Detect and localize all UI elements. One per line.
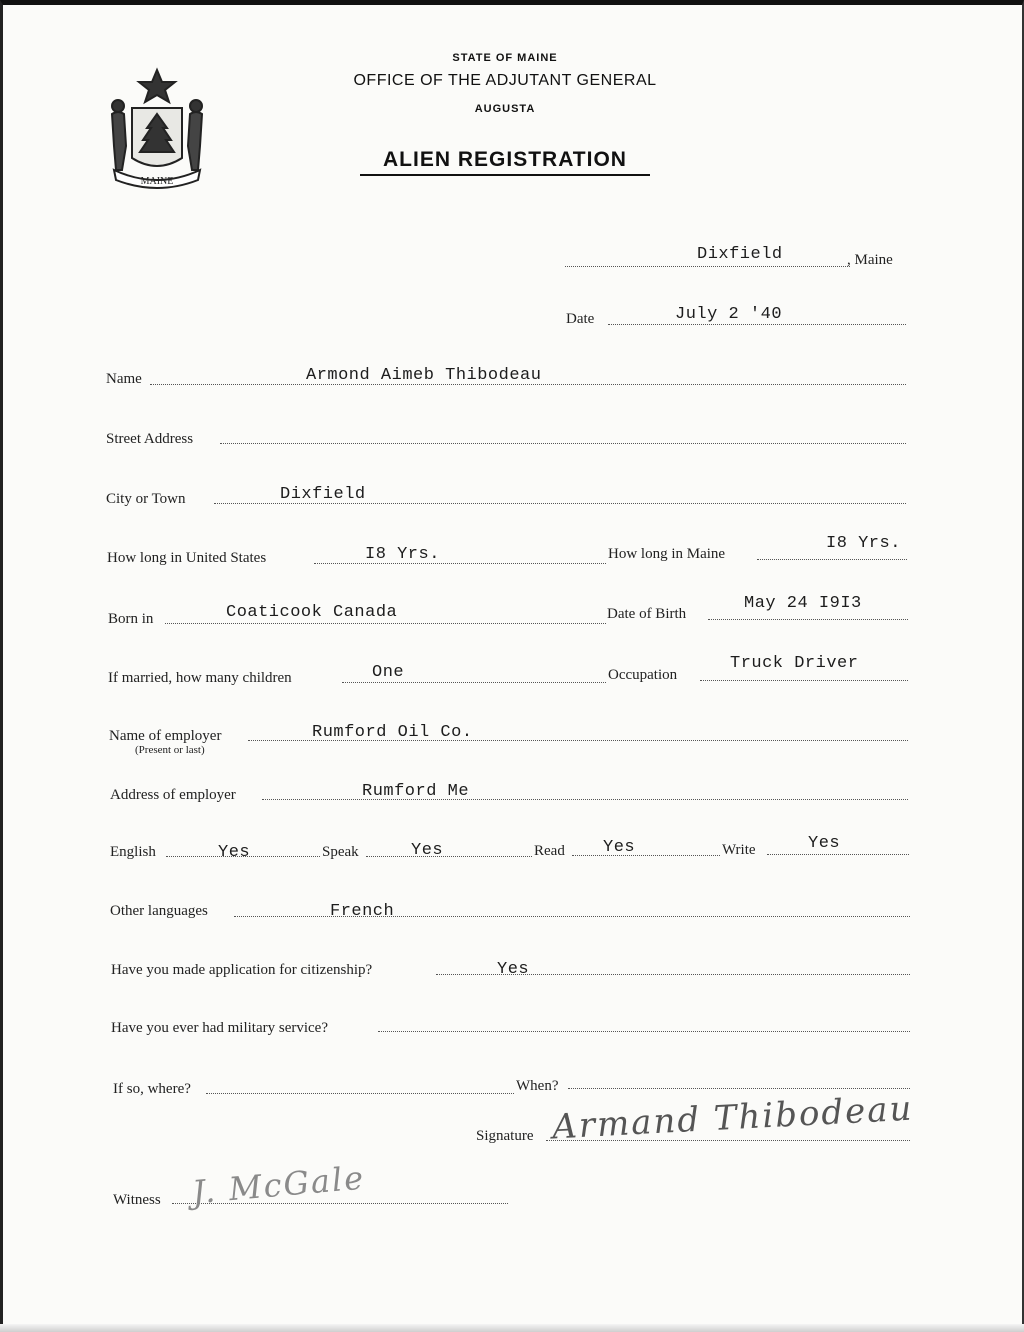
employer-address-label: Address of employer <box>110 787 236 803</box>
when-label: When? <box>516 1078 559 1094</box>
scan-edge <box>0 1324 1024 1332</box>
write-label: Write <box>722 842 756 858</box>
street-label: Street Address <box>106 431 194 447</box>
born-in-value: Coaticook Canada <box>226 603 398 622</box>
occupation-label: Occupation <box>608 667 678 683</box>
place-suffix: , Maine <box>847 252 893 268</box>
maine-state-seal-icon <box>102 66 212 190</box>
witness-value: J. McGale <box>190 1158 367 1212</box>
date-label: Date <box>566 311 595 327</box>
english-value: Yes <box>218 843 251 862</box>
maine-time-label: How long in Maine <box>608 546 726 562</box>
where-label: If so, where? <box>113 1081 191 1097</box>
other-languages-label: Other languages <box>110 903 208 919</box>
seal-text: MAINE <box>140 176 174 187</box>
city-value: Dixfield <box>280 485 366 504</box>
employer-label: Name of employer <box>109 728 222 744</box>
header-city: AUGUSTA <box>474 103 536 115</box>
employer-sublabel: (Present or last) <box>135 744 205 756</box>
citizenship-value: Yes <box>497 960 530 979</box>
dob-label: Date of Birth <box>607 606 687 622</box>
signature-label: Signature <box>476 1128 534 1144</box>
header-office: OFFICE OF THE ADJUTANT GENERAL <box>353 72 657 89</box>
speak-label: Speak <box>322 844 359 860</box>
read-value: Yes <box>603 838 636 857</box>
signature-value: Armand Thibodeau <box>551 1088 915 1148</box>
date-value: July 2 '40 <box>675 305 783 324</box>
header-state: STATE OF MAINE <box>452 52 558 64</box>
write-value: Yes <box>808 834 841 853</box>
other-languages-value: French <box>330 902 395 921</box>
maine-time-value: I8 Yrs. <box>826 534 901 553</box>
form-title: ALIEN REGISTRATION <box>360 148 650 176</box>
employer-address-value: Rumford Me <box>362 782 470 801</box>
children-value: One <box>372 663 405 682</box>
employer-value: Rumford Oil Co. <box>312 723 473 742</box>
speak-value: Yes <box>411 841 444 860</box>
place-town-value: Dixfield <box>697 245 783 264</box>
us-time-label: How long in United States <box>107 550 267 566</box>
military-label: Have you ever had military service? <box>111 1020 328 1036</box>
english-label: English <box>110 844 156 860</box>
citizenship-label: Have you made application for citizenship? <box>111 962 373 978</box>
us-time-value: I8 Yrs. <box>365 545 440 564</box>
dob-value: May 24 I9I3 <box>744 594 862 613</box>
occupation-value: Truck Driver <box>730 654 859 673</box>
name-value: Armond Aimeb Thibodeau <box>306 366 542 385</box>
children-label: If married, how many children <box>108 670 292 686</box>
born-in-label: Born in <box>108 611 154 627</box>
name-label: Name <box>106 371 142 387</box>
city-label: City or Town <box>106 491 186 507</box>
read-label: Read <box>534 843 565 859</box>
witness-label: Witness <box>113 1192 161 1208</box>
